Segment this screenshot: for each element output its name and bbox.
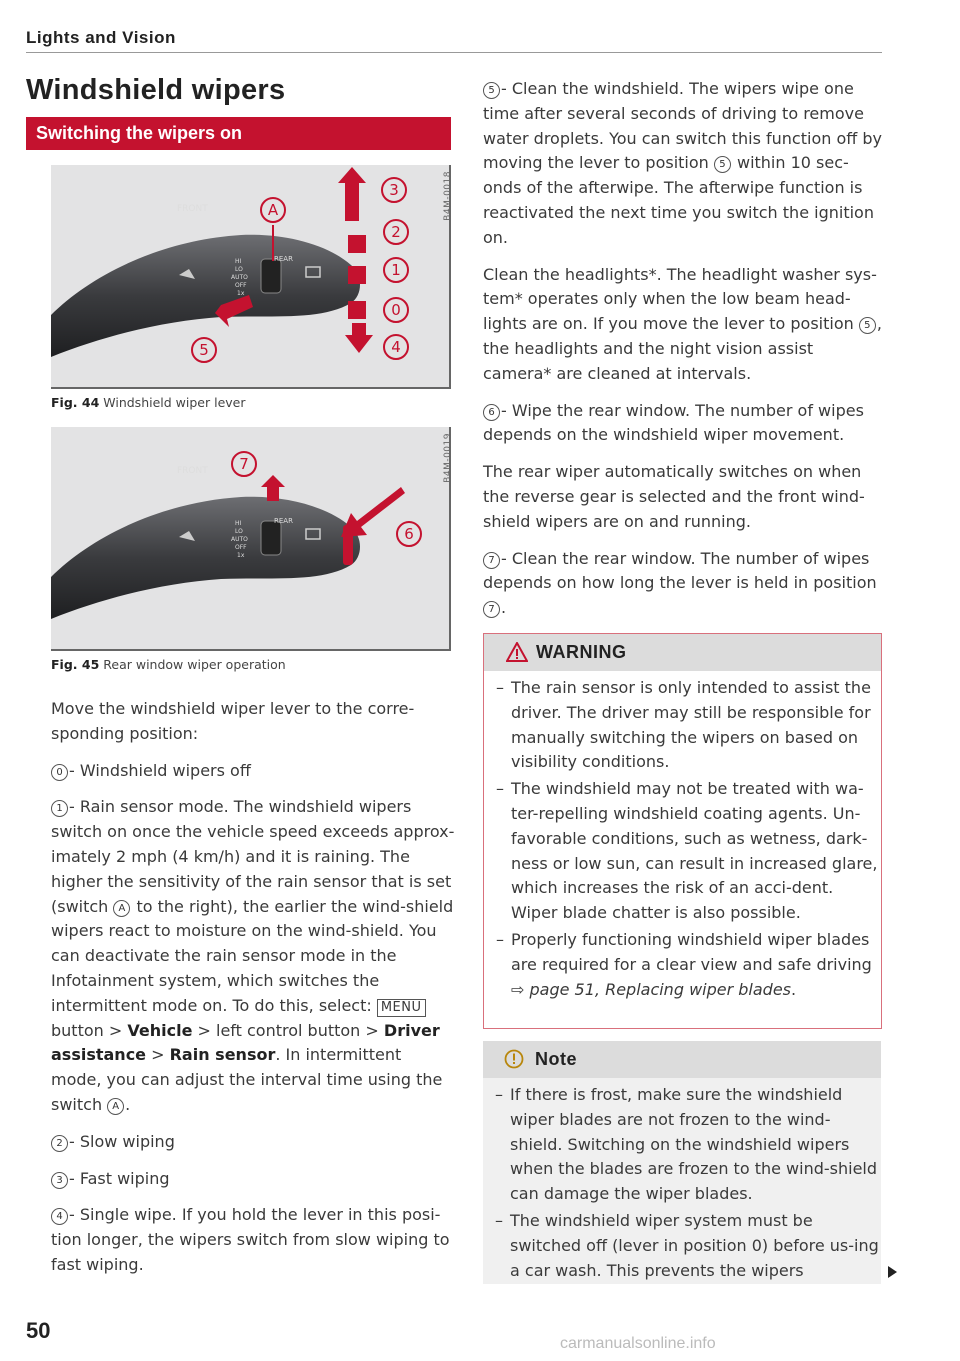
position-marker: 0 (51, 764, 68, 781)
item-1 (51, 795, 456, 1117)
item-0 (51, 759, 456, 784)
position-marker: 3 (51, 1172, 68, 1189)
position-marker: 7 (483, 601, 500, 618)
note-item: – If there is frost, make sure the windshield wiper blades are not frozen to the wind-shield. Switching on the windshield wipers when the blades are frozen to the wind-shield can damage the wiper blades. (483, 1083, 881, 1207)
paragraph-clean-windshield (483, 77, 883, 251)
continued-arrow-icon (888, 1266, 897, 1278)
lever-label-lo: LO (235, 528, 243, 535)
figure-44-caption (51, 395, 245, 410)
item-text: - Windshield wipers off (69, 760, 251, 780)
position-marker: 6 (483, 404, 500, 421)
menu-path-rain-sensor: Rain sensor (169, 1045, 276, 1065)
callout-6: 6 (404, 525, 414, 543)
figure-45 (51, 427, 451, 651)
arrow-up-7 (261, 475, 285, 501)
page-number: 50 (26, 1318, 51, 1343)
watermark: carmanualsonline.info (560, 1335, 716, 1352)
left-column-text (51, 697, 456, 1290)
lever-label-hi: HI (235, 520, 242, 527)
paragraph-clean-rear (483, 547, 883, 621)
paragraph-text: - Clean the windshield. The wipers wipe one time after several seconds of driving to remove water droplets. You can switch this function off by moving the lever to position (483, 79, 882, 173)
page-reference-link[interactable]: ⇨ page 51, Replacing wiper blades (511, 979, 791, 999)
lever-label-rear: REAR (274, 255, 293, 263)
paragraph-text: - Wipe the rear window. The number of wipes depends on the windshield wiper movement. (483, 400, 864, 445)
position-marker: 2 (51, 1135, 68, 1152)
note-item: – The windshield wiper system must be switched off (lever in position 0) before us-ing a car wash. This prevents the wipers (483, 1209, 881, 1283)
wiper-lever-illustration (51, 165, 449, 387)
position-marker: 5 (483, 82, 500, 99)
paragraph-text: Clean the headlights*. The headlight washer sys-tem* operates only when the low beam head-lights are on. If you move the lever to position (483, 264, 877, 334)
lever-label-1x: 1x (237, 552, 245, 559)
running-header: Lights and Vision (26, 28, 176, 47)
callout-4: 4 (391, 338, 401, 356)
right-column-text (483, 77, 883, 633)
position-marker: 5 (714, 156, 731, 173)
warning-triangle-icon (506, 642, 528, 662)
paragraph-text: . (501, 598, 507, 618)
lever-label-auto: AUTO (231, 274, 248, 281)
callout-1: 1 (391, 261, 401, 279)
arrow-up-3 (338, 167, 366, 221)
warning-item (484, 928, 879, 1002)
paragraph-rear-auto: The rear wiper automatically switches on when the reverse gear is selected and the front wind-shield wipers are on and running. (483, 462, 865, 531)
caption-text: Rear window wiper operation (103, 657, 286, 672)
warning-item: – The windshield may not be treated with wa-ter-repelling windshield coating agents. Un-favorable conditions, such as wetness, dark-ness or low sun, can result in increased glare, which increases the risk of an acci-dent. Wiper blade chatter is also possible. (484, 777, 879, 926)
lever-label-front: FRONT (177, 204, 208, 214)
callout-5: 5 (199, 341, 209, 359)
position-block-2 (348, 235, 366, 253)
item-3 (51, 1167, 456, 1192)
switch-ref-marker: A (113, 900, 130, 917)
warning-item-text: . (791, 979, 797, 999)
section-bar (26, 117, 451, 150)
callout-7: 7 (239, 455, 249, 473)
item-text: - Fast wiping (69, 1168, 170, 1188)
position-marker: 5 (859, 317, 876, 334)
position-marker: 7 (483, 552, 500, 569)
caption-number: Fig. 45 (51, 657, 100, 672)
callout-0: 0 (391, 301, 401, 319)
lever-label-off: OFF (235, 282, 247, 289)
paragraph-text: , the headlights and the night vision assist camera* are cleaned at intervals. (483, 314, 882, 383)
header-rule (26, 52, 882, 53)
item-text: . In intermittent mode, you can adjust the interval time using the switch (51, 1045, 443, 1114)
intro-paragraph: Move the windshield wiper lever to the corre-sponding position: (51, 699, 415, 743)
paragraph-clean-headlights (483, 263, 883, 387)
position-marker: 1 (51, 800, 68, 817)
arrow-pull-6 (341, 487, 405, 537)
item-text: button > (51, 1020, 128, 1040)
lever-label-auto: AUTO (231, 536, 248, 543)
switch-ref-marker: A (107, 1098, 124, 1115)
callout-2: 2 (391, 223, 401, 241)
arrow-down-4 (345, 323, 373, 353)
figure-45-caption (51, 657, 286, 672)
menu-path-driver-assistance: Driver assistance (51, 1020, 440, 1065)
caption-number: Fig. 44 (51, 395, 100, 410)
position-marker: 4 (51, 1208, 68, 1225)
lever-label-1x: 1x (237, 290, 245, 297)
menu-key: MENU (377, 999, 426, 1017)
note-label: Note (535, 1049, 577, 1069)
warning-item: – The rain sensor is only intended to assist the driver. The driver may still be responsible for manually switching the wipers on based on visibility conditions. (484, 676, 879, 775)
item-2 (51, 1130, 456, 1155)
callout-a: A (267, 201, 279, 219)
warning-box (483, 633, 882, 1029)
item-4 (51, 1203, 456, 1277)
item-text: > (146, 1045, 170, 1065)
figure-code: B4M-0018 (443, 171, 453, 221)
item-text: - Single wipe. If you hold the lever in this posi-tion longer, the wipers switch from slow wiping to fast wiping. (51, 1205, 450, 1274)
warning-body (484, 676, 879, 1004)
note-exclamation-icon (504, 1049, 524, 1069)
lever-label-hi: HI (235, 258, 242, 265)
figure-code: B4M-0019 (443, 433, 453, 483)
lever-label-front: FRONT (177, 466, 208, 476)
paragraph-text: within 10 sec-onds of the afterwipe. The afterwipe function is reactivated the next time you switch the ignition on. (483, 153, 874, 247)
figure-44 (51, 165, 451, 389)
warning-header (484, 634, 881, 671)
item-text: . (125, 1094, 131, 1114)
callout-3: 3 (389, 181, 399, 199)
position-block-0 (348, 301, 366, 319)
lever-label-rear: REAR (274, 517, 293, 525)
lever-label-off: OFF (235, 544, 247, 551)
menu-path-vehicle: Vehicle (127, 1020, 193, 1040)
item-text: > left control button > (192, 1020, 384, 1040)
paragraph-rear-wipe (483, 399, 883, 449)
note-body (483, 1078, 881, 1284)
caption-text: Windshield wiper lever (103, 395, 246, 410)
item-text: to the right), the earlier the wind-shield wipers react to moisture on the wind-shield. You can deactivate the rain sensor mode in the Infotainment system, which switches the intermittent mode on. To do this, select: (51, 896, 454, 1015)
item-text: - Slow wiping (69, 1131, 175, 1151)
page-title: Windshield wipers (26, 74, 286, 106)
lever-label-lo: LO (235, 266, 243, 273)
section-bar-title: Switching the wipers on (36, 123, 243, 143)
position-block-1 (348, 266, 366, 284)
item-text: - Rain sensor mode. The windshield wipers switch on once the vehicle speed exceeds approx-imately 2 mph (4 km/h) and it is raining. The higher the sensitivity of the rain sensor that is set (switch (51, 797, 455, 916)
warning-label: WARNING (536, 642, 627, 662)
warning-item-text: Properly functioning windshield wiper blades are required for a clear view and safe driving (511, 929, 872, 974)
paragraph-text: - Clean the rear window. The number of wipes depends on how long the lever is held in position (483, 548, 877, 593)
rear-wiper-illustration (51, 427, 449, 649)
note-header (483, 1041, 881, 1078)
